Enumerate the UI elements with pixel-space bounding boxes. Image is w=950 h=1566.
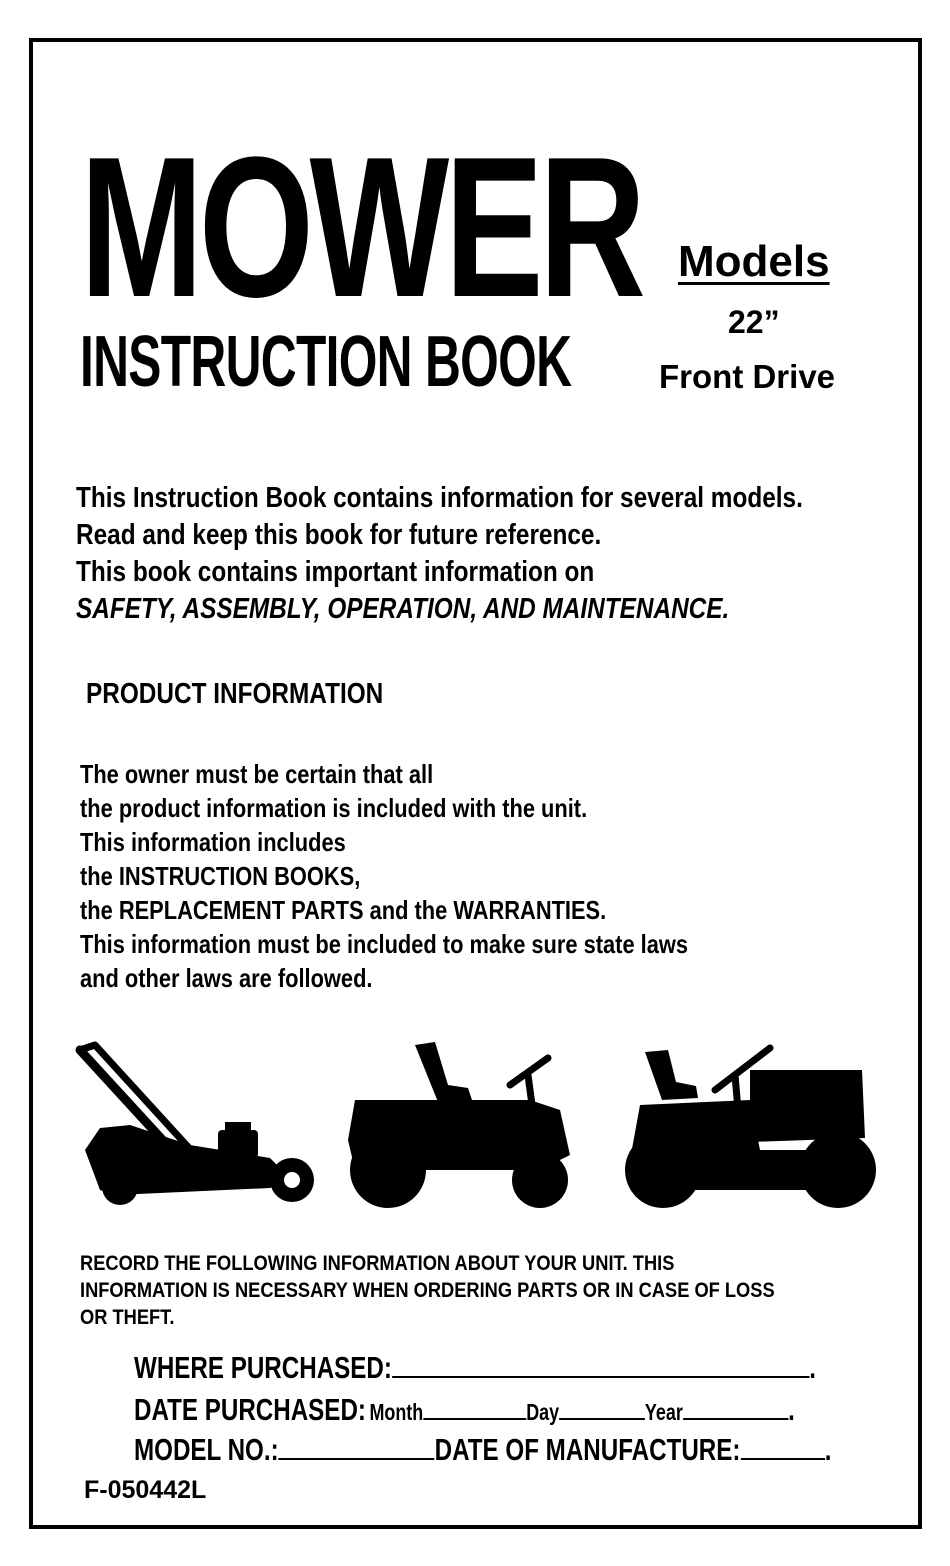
month-label: Month bbox=[369, 1399, 424, 1425]
product-info-line: This information includes bbox=[80, 827, 346, 857]
record-line: INFORMATION IS NECESSARY WHEN ORDERING PARTS OR IN CASE OF LOSS bbox=[80, 1279, 775, 1302]
month-field[interactable] bbox=[423, 1392, 526, 1420]
product-info-line: and other laws are followed. bbox=[80, 963, 373, 993]
mower-icons-row bbox=[70, 1030, 890, 1210]
product-info-line: the REPLACEMENT PARTS and the WARRANTIES. bbox=[80, 895, 607, 925]
day-field[interactable] bbox=[559, 1392, 645, 1420]
riding-mower-icon bbox=[348, 1042, 570, 1208]
record-line: OR THEFT. bbox=[80, 1306, 175, 1329]
end-mark: . bbox=[824, 1432, 832, 1467]
date-of-manufacture-label: DATE OF MANUFACTURE: bbox=[434, 1432, 741, 1467]
where-purchased-row bbox=[134, 1350, 816, 1383]
date-of-manufacture-field[interactable] bbox=[740, 1432, 824, 1460]
product-info-line: This information must be included to make sure state laws bbox=[80, 929, 689, 959]
models-type: Front Drive bbox=[659, 358, 836, 395]
document-title: MOWER bbox=[80, 116, 642, 339]
intro-emphasis: SAFETY, ASSEMBLY, OPERATION, AND MAINTENANCE. bbox=[76, 593, 730, 625]
year-field[interactable] bbox=[683, 1392, 788, 1420]
models-label: Models bbox=[678, 237, 830, 286]
model-no-row bbox=[134, 1432, 831, 1465]
intro-paragraph bbox=[76, 480, 803, 628]
end-mark: . bbox=[809, 1350, 816, 1385]
intro-line: This Instruction Book contains information for several models. bbox=[76, 482, 803, 514]
record-line: RECORD THE FOLLOWING INFORMATION ABOUT YOUR UNIT. THIS bbox=[80, 1252, 675, 1275]
record-notice bbox=[80, 1250, 775, 1331]
lawn-tractor-icon bbox=[625, 1048, 876, 1208]
models-size: 22” bbox=[728, 304, 780, 340]
year-label: Year bbox=[644, 1399, 683, 1425]
where-purchased-field[interactable] bbox=[392, 1350, 809, 1378]
model-no-label: MODEL NO.: bbox=[134, 1432, 279, 1467]
walk-behind-mower-icon bbox=[80, 1045, 314, 1205]
form-code: F-050442L bbox=[84, 1476, 207, 1504]
day-label: Day bbox=[526, 1399, 560, 1425]
end-mark: . bbox=[788, 1392, 795, 1427]
model-no-field[interactable] bbox=[279, 1432, 435, 1460]
date-purchased-label: DATE PURCHASED: bbox=[134, 1392, 366, 1427]
product-info-line: the INSTRUCTION BOOKS, bbox=[80, 861, 361, 891]
document-subtitle: INSTRUCTION BOOK bbox=[80, 322, 572, 402]
product-info-line: The owner must be certain that all bbox=[80, 759, 434, 789]
intro-line: This book contains important information on bbox=[76, 556, 595, 588]
product-info-heading: PRODUCT INFORMATION bbox=[86, 678, 384, 710]
product-info-body bbox=[80, 757, 688, 995]
where-purchased-label: WHERE PURCHASED: bbox=[134, 1350, 392, 1385]
product-info-line: the product information is included with the unit. bbox=[80, 793, 588, 823]
intro-line: Read and keep this book for future reference. bbox=[76, 519, 602, 551]
date-purchased-row bbox=[134, 1392, 795, 1425]
